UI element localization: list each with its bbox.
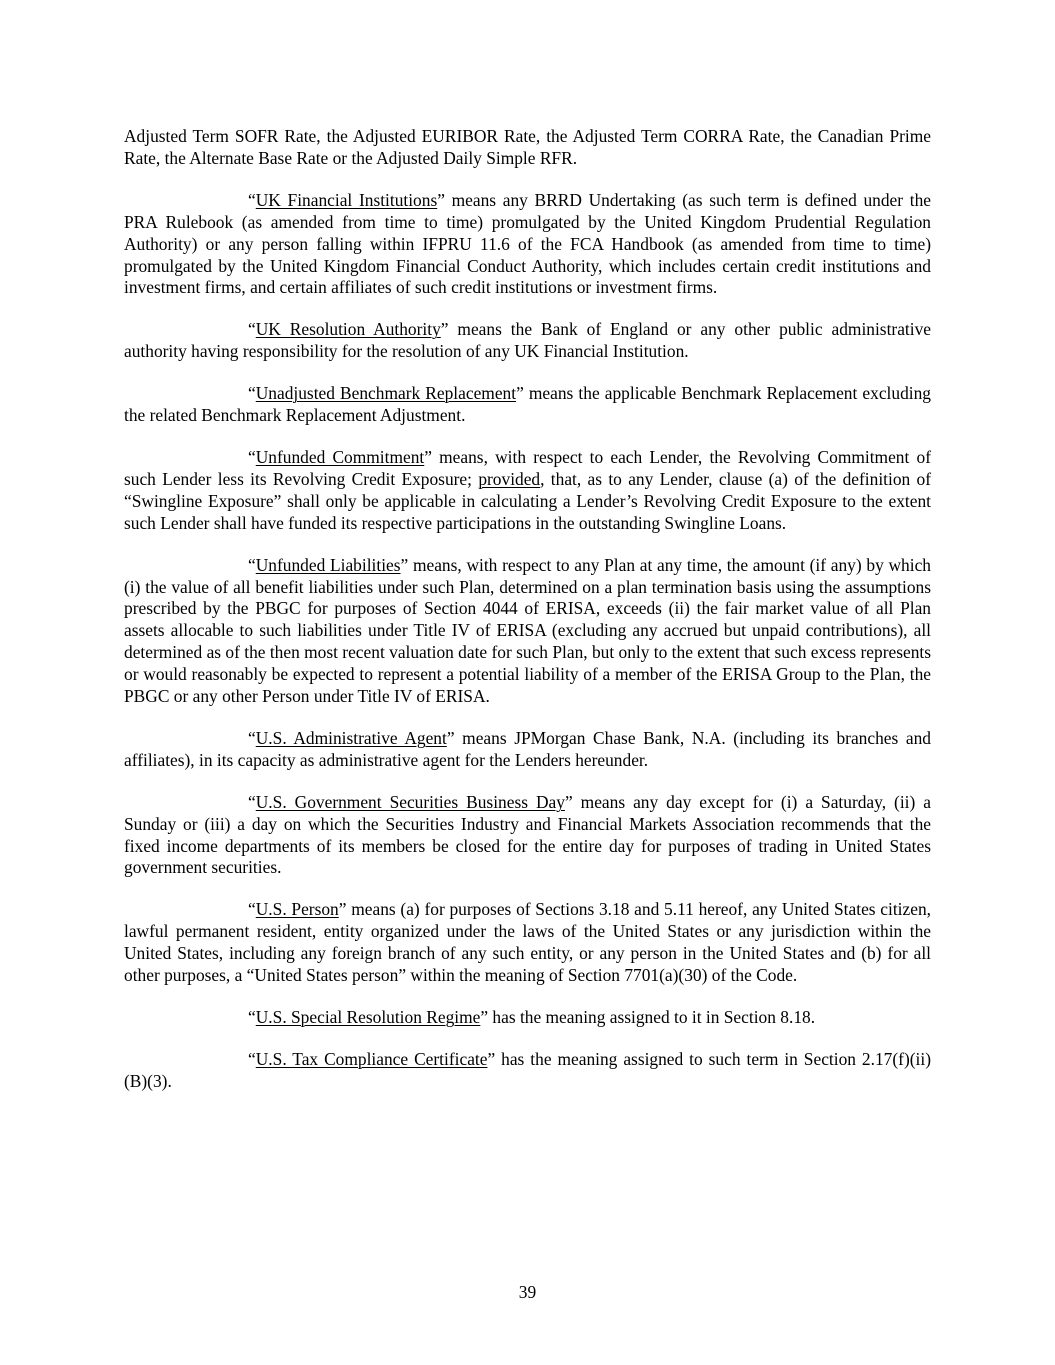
definition-unfunded-commitment xyxy=(124,447,931,535)
definition-text: ” has the meaning assigned to such term in Section 2.17(f)(ii)(B)(3). xyxy=(124,1048,931,1091)
open-quote: “ xyxy=(248,554,256,575)
open-quote: “ xyxy=(248,319,256,340)
definition-text: ” means, with respect to any Plan at any time, the amount (if any) by which (i) the value of all benefit liabilities under such Plan, determined on a plan termination basis using the assumptions prescribed by the PBGC for purposes of Section 4044 of ERISA, exceeds (ii) the fair market value of all Plan assets allocable to such liabilities under Title IV of ERISA (excluding any accrued but unpaid contributions), all determined as of the then most recent valuation date for such Plan, but only to the extent that such excess represents or would reasonably be expected to represent a potential liability of a member of the ERISA Group to the Plan, the PBGC or any other Person under Title IV of ERISA. xyxy=(124,554,931,707)
definition-text: ” means any BRRD Undertaking (as such term is defined under the PRA Rulebook (as amended from time to time) promulgated by the United Kingdom Prudential Regulation Authority) or any person falling within IFPRU 11.6 of the FCA Handbook (as amended from time to time) promulgated by the United Kingdom Financial Conduct Authority, which includes certain credit institutions and investment firms, and certain affiliates of such credit institutions or investment firms. xyxy=(124,189,931,298)
open-quote: “ xyxy=(248,727,256,748)
definition-text: ” has the meaning assigned to it in Section 8.18. xyxy=(480,1007,816,1027)
defined-term: Unfunded Commitment xyxy=(255,446,425,467)
definition-text: ” means the Bank of England or any other public administrative authority having responsibility for the resolution of any UK Financial Institution. xyxy=(124,319,931,362)
paragraph-text: Adjusted Term SOFR Rate, the Adjusted EURIBOR Rate, the Adjusted Term CORRA Rate, the Canadian Prime Rate, the Alternate Base Rate or the Adjusted Daily Simple RFR. xyxy=(124,126,931,168)
defined-term: U.S. Government Securities Business Day xyxy=(255,791,565,812)
definition-text: ” means any day except for (i) a Saturday, (ii) a Sunday or (iii) a day on which the Securities Industry and Financial Markets Association recommends that the fixed income departments of its members be closed for the entire day for purposes of trading in United States government securities. xyxy=(124,791,932,878)
underlined-proviso: provided xyxy=(478,468,541,489)
definition-uk-resolution-authority xyxy=(124,319,931,363)
definition-text: ” means the applicable Benchmark Replacement excluding the related Benchmark Replacement Adjustment. xyxy=(124,383,932,426)
open-quote: “ xyxy=(248,446,256,467)
paragraph-continuation xyxy=(124,126,931,170)
defined-term: UK Financial Institutions xyxy=(255,189,438,210)
defined-term: U.S. Special Resolution Regime xyxy=(255,1007,481,1027)
open-quote: “ xyxy=(248,189,256,210)
defined-term: U.S. Administrative Agent xyxy=(255,727,447,748)
definition-unfunded-liabilities xyxy=(124,555,931,708)
document-page xyxy=(124,126,931,1113)
defined-term: Unfunded Liabilities xyxy=(255,554,401,575)
open-quote: “ xyxy=(248,899,256,920)
open-quote: “ xyxy=(248,791,256,812)
defined-term: U.S. Person xyxy=(255,899,339,920)
defined-term: UK Resolution Authority xyxy=(255,319,441,340)
defined-term: Unadjusted Benchmark Replacement xyxy=(255,383,517,404)
open-quote: “ xyxy=(248,1048,256,1069)
definition-us-person xyxy=(124,899,931,987)
open-quote: “ xyxy=(248,383,256,404)
definition-us-administrative-agent xyxy=(124,728,931,772)
definition-text: ” means JPMorgan Chase Bank, N.A. (including its branches and affiliates), in its capacity as administrative agent for the Lenders hereunder. xyxy=(124,727,931,770)
definition-uk-financial-institutions xyxy=(124,190,931,300)
definition-us-special-resolution-regime xyxy=(124,1007,931,1029)
definition-us-government-securities-business-day xyxy=(124,792,931,880)
definition-text-continued: , that, as to any Lender, clause (a) of the definition of “Swingline Exposure” shall only be applicable in calculating a Lender’s Revolving Credit Exposure to the extent such Lender shall have funded its respective participations in the outstanding Swingline Loans. xyxy=(124,468,932,533)
defined-term: U.S. Tax Compliance Certificate xyxy=(255,1048,488,1069)
definition-text: ” means, with respect to each Lender, the Revolving Commitment of such Lender less its Revolving Credit Exposure; xyxy=(124,446,931,489)
open-quote: “ xyxy=(248,1007,256,1027)
definition-unadjusted-benchmark-replacement xyxy=(124,383,931,427)
definition-us-tax-compliance-certificate xyxy=(124,1049,931,1093)
page-number: 39 xyxy=(518,1282,537,1302)
definition-text: ” means (a) for purposes of Sections 3.18 and 5.11 hereof, any United States citizen, lawful permanent resident, entity organized under the laws of the United States or any jurisdiction within the United States, including any foreign branch of any such entity, or any person in the United States and (b) for all other purposes, a “United States person” within the meaning of Section 7701(a)(30) of the Code. xyxy=(124,899,931,986)
